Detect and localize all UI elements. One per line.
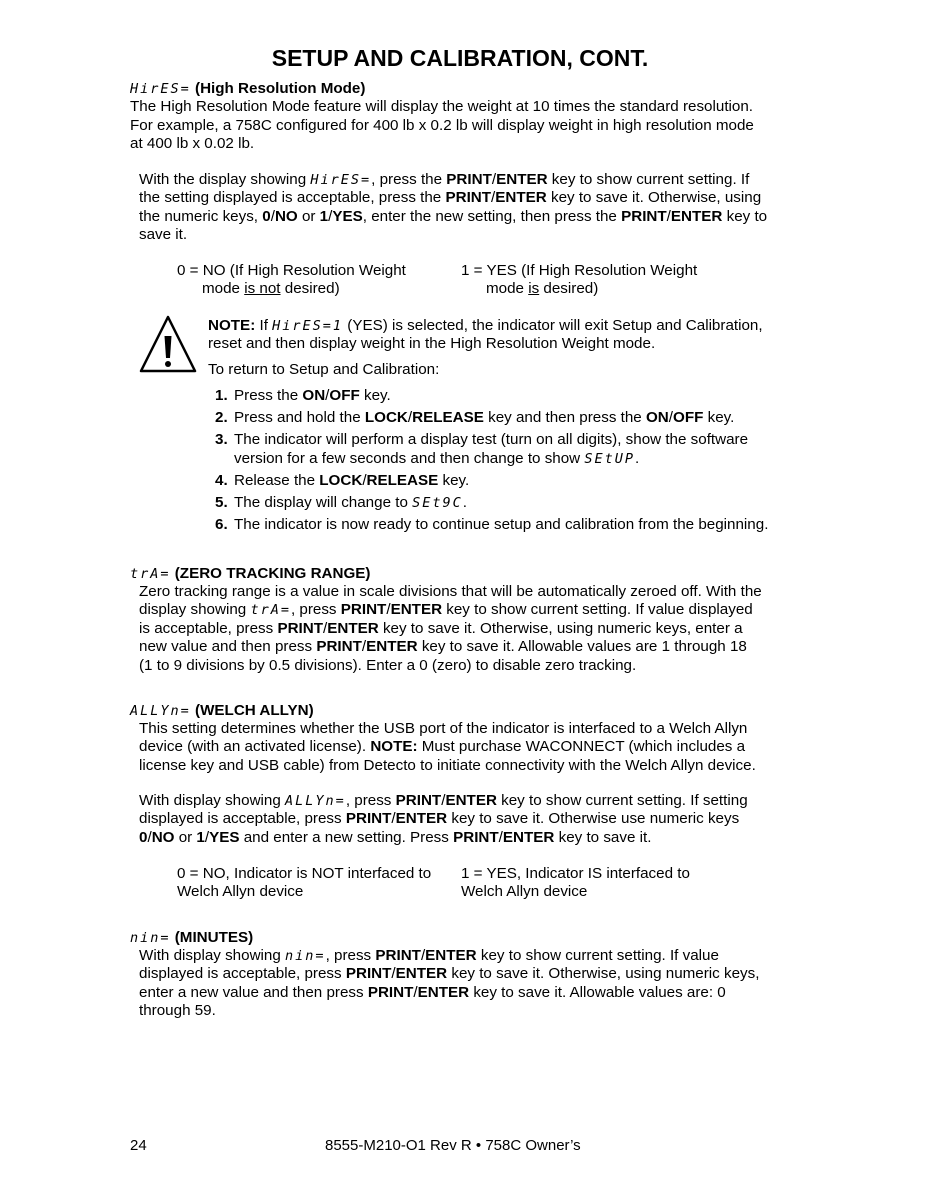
allyn-instructions: With display showing ALLYn=, press PRINT/ENTER key to show current setting. If setting displayed is acceptable, press PRINT/ENTER key to save it. Otherwise use numeric keys 0/NO or 1/YES and enter a new setting. Press PRINT/ENTER key to save it. xyxy=(139,792,748,846)
trn-heading-text: (ZERO TRACKING RANGE) xyxy=(174,565,371,582)
allyn-display-code: ALLYn= xyxy=(130,703,191,719)
mins-heading xyxy=(130,929,253,947)
hires-intro-line: The High Resolution Mode feature will display the weight at 10 times the standard resolution. xyxy=(130,98,754,116)
return-steps xyxy=(215,387,805,538)
mins-display-code: nin= xyxy=(130,930,171,946)
hires-intro xyxy=(130,98,754,153)
list-item: 3. The indicator will perform a display test (turn on all digits), show the software version for a few seconds and then change to show SEtUP. xyxy=(215,431,749,467)
return-instruction: To return to Setup and Calibration: xyxy=(208,360,440,378)
allyn-heading xyxy=(130,702,314,720)
trn-display-code: trA= xyxy=(250,602,291,619)
list-item: 2. Press and hold the LOCK/RELEASE key and then press the ON/OFF key. xyxy=(215,409,735,427)
hires-option-yes: 1 = YES (If High Resolution Weight mode is desired) xyxy=(461,262,698,298)
page-number: 24 xyxy=(130,1137,147,1154)
trn-body: Zero tracking range is a value in scale divisions that will be automatically zeroed off. With the display showing trA=, press PRINT/ENTER key to show current setting. If value displayed is acceptable, press PRINT/ENTER key to save it. Otherwise, using numeric keys, enter a new value and then press PRINT/ENTER key to save it. Allowable values are 1 through 18 (1 to 9 divisions by 0.5 divisions). Enter a 0 (zero) to disable zero tracking. xyxy=(139,583,762,674)
mins-body: With display showing nin=, press PRINT/ENTER key to show current setting. If value displayed is acceptable, press PRINT/ENTER key to save it. Otherwise, using numeric keys, enter a new value and then press PRINT/ENTER key to save it. Allowable values are: 0 through 59. xyxy=(139,947,760,1020)
list-item: 1. Press the ON/OFF key. xyxy=(215,387,391,404)
allyn-option-no: 0 = NO, Indicator is NOT interfaced to Welch Allyn device xyxy=(177,865,432,901)
hires-heading-text: (High Resolution Mode) xyxy=(195,80,366,97)
mins-heading-text: (MINUTES) xyxy=(174,929,254,946)
setcal-display-code: SEt9C xyxy=(412,494,463,511)
list-item: 6. The indicator is now ready to continue setup and calibration from the beginning. xyxy=(215,515,769,533)
allyn-heading-text: (WELCH ALLYN) xyxy=(195,702,314,719)
list-item: 5. The display will change to SEt9C. xyxy=(215,493,468,511)
hires-display-code: HirES=1 xyxy=(272,318,344,334)
hires-display-code: HirES= xyxy=(310,172,372,188)
trn-heading xyxy=(130,565,371,583)
footer-doc-id: 8555-M210-O1 Rev R • 758C Owner’s xyxy=(325,1137,581,1154)
hires-section xyxy=(130,80,754,154)
page-title: SETUP AND CALIBRATION, CONT. xyxy=(271,45,649,71)
trn-display-code: trA= xyxy=(130,566,171,582)
setup-display-code: SEtUP xyxy=(584,450,636,467)
hires-heading xyxy=(130,80,754,98)
list-item: 4. Release the LOCK/RELEASE key. xyxy=(215,471,470,489)
hires-intro-line: at 400 lb x 0.02 lb. xyxy=(130,135,255,153)
allyn-body: This setting determines whether the USB port of the indicator is interfaced to a Welch Allyn device (with an activated license). NOTE: Must purchase WACONNECT (which includes a license key and USB cable) from Detecto to initiate connectivity with the Welch Allyn device. xyxy=(139,720,756,774)
hires-instructions: With the display showing HirES=, press the PRINT/ENTER key to show current setting. If the setting displayed is acceptable, press the PRINT/ENTER key to save it. Otherwise, using the numeric keys, 0/NO or 1/YES, enter the new setting, then press the PRINT/ENTER key to save it. xyxy=(139,171,768,244)
allyn-display-code: ALLYn= xyxy=(285,793,346,809)
mins-display-code: nin= xyxy=(285,948,326,964)
warning-icon xyxy=(138,314,198,374)
hires-intro-line: For example, a 758C configured for 400 lb x 0.2 lb will display weight in high resolution mode xyxy=(130,116,754,134)
hires-option-no: 0 = NO (If High Resolution Weight mode is not desired) xyxy=(177,262,406,298)
hires-display-code: HirES= xyxy=(130,81,191,97)
hires-note: NOTE: If HirES=1 (YES) is selected, the indicator will exit Setup and Calibration, reset and then display weight in the High Resolution Weight mode. To return to Setup and Calibration: xyxy=(208,317,808,379)
allyn-option-yes: 1 = YES, Indicator IS interfaced to Welch Allyn device xyxy=(461,865,690,901)
